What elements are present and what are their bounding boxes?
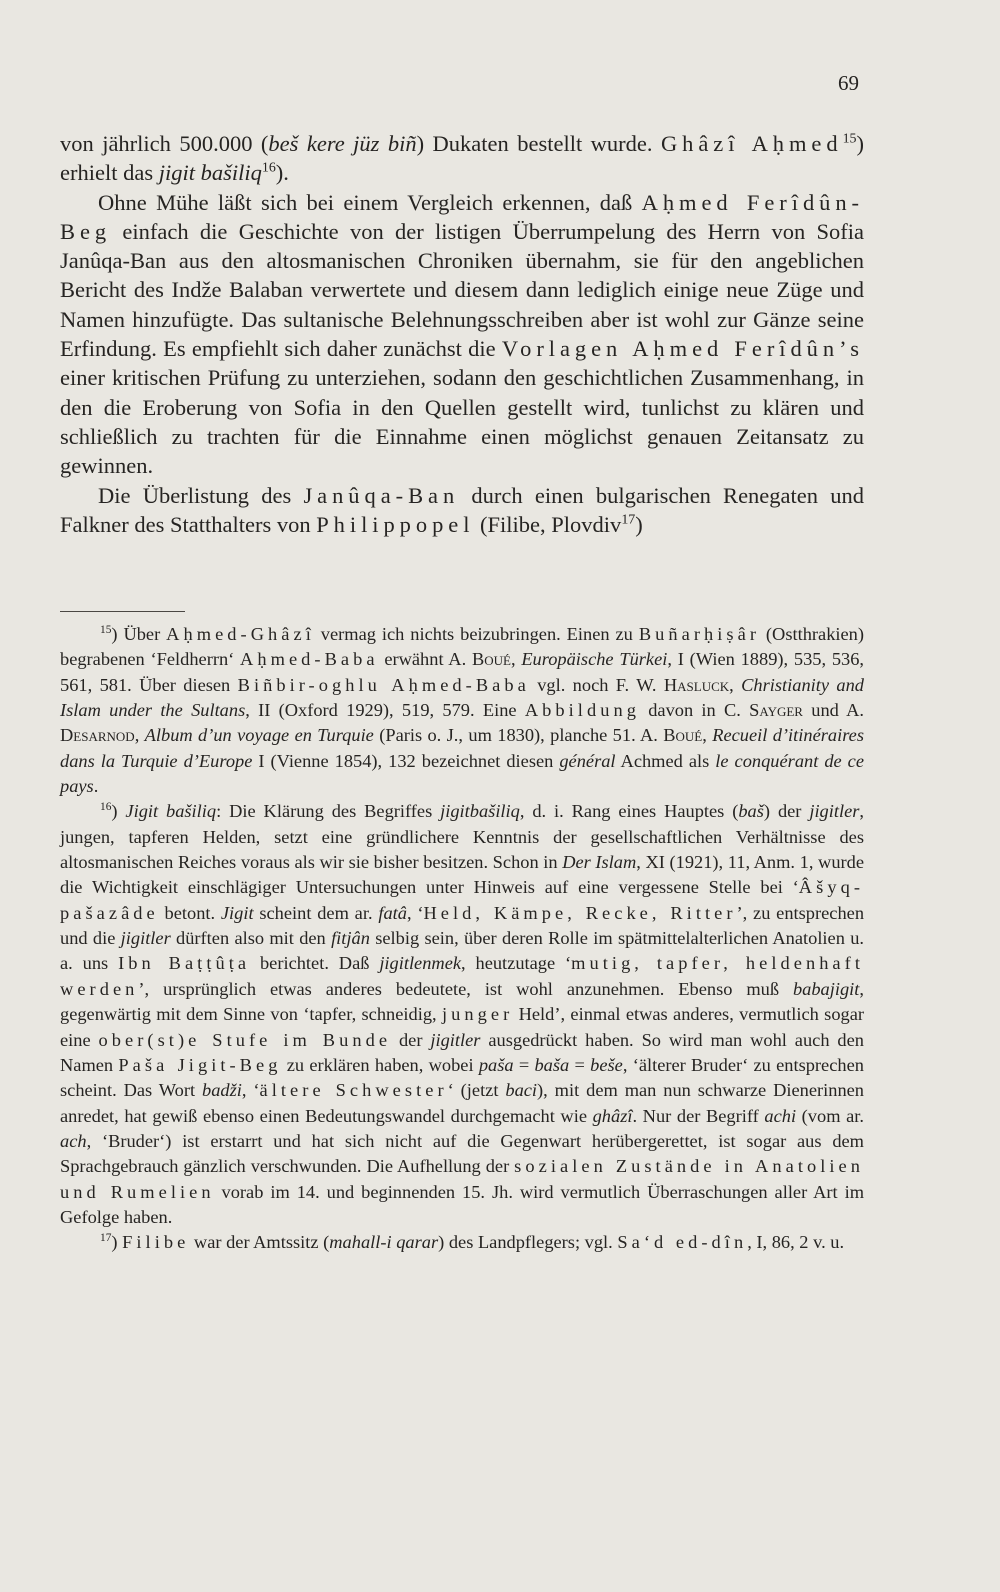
text-run: . [93,776,99,797]
italic-run: Jigit [220,902,254,923]
paragraph-3 [60,481,864,540]
italic-run: jigitbašiliq [440,801,520,822]
footnote-mark: 15 [100,623,112,636]
text-run: war der Amtssitz ( [189,1232,330,1253]
footnote-ref-17[interactable]: 17 [621,512,636,528]
text-run: einer kritischen Prüfung zu unterziehen, sodann den geschichtlichen Zusammenhang, in den die Eroberung von Sofia in den Quellen gestellt wird, tunlichst zu klären und schließlich zu trachten für die Einnahme einen möglichst genauen Zeitansatz zu gewinnen. [60,365,864,479]
footnote-ref-16[interactable]: 16 [261,160,276,176]
italic-run: babajigit [792,978,860,999]
author-name: Sayger [749,700,803,721]
italic-run: ghâzî [592,1105,633,1126]
spaced-word: junger [441,1004,514,1025]
text-run: : Die Klärung des Begriffes [216,801,441,822]
text-run: Held’, einmal etwas anderes, vermutlich sogar eine [60,1004,865,1050]
italic-run: badži [202,1080,242,1101]
spaced-name: Janûqa-Ban [303,482,460,508]
book-title: Der Islam [562,852,637,873]
text-run: ). [275,160,289,186]
spaced-word: sozialen Zustände in Anatolien und Rumelien [60,1156,864,1202]
spaced-name: Aḥmed-Baba [240,649,379,670]
text-run: scheint dem ar. [253,902,379,923]
main-text [60,129,864,539]
text-run: . Nur der Begriff [632,1105,765,1126]
spaced-name: Âšyq-pašazâde [60,877,864,923]
text-run: ’, zu entsprechen und die [60,902,865,949]
text-run: durch einen bulgarischen Renegaten und Falkner des Statthalters von [60,482,865,537]
italic-run: baš [738,801,764,822]
text-run: , gegenwärtig mit dem Sinne von ‘tapfer, schneidig, [60,978,864,1025]
footnote-16 [60,799,864,1230]
text-run: selbig sein, über deren Rolle im spätmittelalterlichen Anatolien u. a. uns [60,928,864,974]
spaced-word: mutig, tapfer, heldenhaft werden [60,953,864,999]
text-run: ‘ (jetzt [447,1080,506,1101]
text-run: , ‘ [406,902,424,923]
text-run: , heutzutage ‘ [461,953,572,974]
italic-run: jigitler [430,1029,481,1050]
text-run: , ‘ [241,1080,260,1101]
text-run: , XI (1921), 11, Anm. 1, wurde die Wichtigkeit einschlägiger Untersuchungen unter Hinweis auf eine vergessene Stelle bei ‘ [60,852,864,898]
text-run: , I (Wien 1889), 535, 536, 561, 581. Über diesen [60,649,865,695]
italic-run: fitjân [331,928,370,949]
text-run: I (Vienne 1854), 132 bezeichnet diesen [252,750,560,771]
paragraph-2 [60,188,864,481]
text-run: ausgedrückt haben. So wird man wohl auch den Namen [60,1029,864,1075]
italic-run: paša [478,1054,514,1075]
text-run: , d. i. Rang eines Hauptes ( [519,801,739,822]
text-run: einfach die Geschichte von der listigen Überrumpelung des Herrn von Sofia Janûqa-Ban aus den altosmanischen Chroniken übernahm, sie für den angeblichen Bericht des Indže Balaban verwertete und diesem dann lediglich einige neue Züge und Namen hinzufügte. Das sultanische Belehnungsschreiben aber ist wohl zur Gänze seine Erfindung. Es empfiehlt sich daher zunächst die [60,218,864,362]
italic-run: mahall-i qarar [329,1232,439,1253]
text-run: ) [111,801,126,822]
footnote-ref-15[interactable]: 15 [842,131,857,147]
book-title: Christianity and Islam under the Sultans [60,674,864,721]
author-name: Hasluck [663,674,730,695]
text-run: ), mit dem man nun schwarze Dienerinnen anredet, hat gewiß ebenso einen Bedeutungswandel durchgemacht wie [60,1080,864,1126]
text-run: berichtet. Daß [250,953,380,974]
text-run: Achmed als [615,750,716,771]
text-run: , [702,725,713,746]
author-name: Boué [471,649,511,670]
text-run: davon in C. [639,700,750,721]
text-run: dürften also mit den [170,928,332,949]
text-run: ) der [763,801,810,822]
book-title: Album d’un voyage en Turquie [144,725,374,746]
text-run: , ‘Bruder‘) ist erstarrt und hat sich nicht auf die Gegenwart herübergerettet, ist sogar aus dem Sprachgebrauch gänzlich verschwunden. Die Aufhellung der [60,1130,864,1177]
text-run: vorab im 14. und beginnenden 15. Jh. wird vermutlich Überraschungen aller Art im Gefolge haben. [60,1181,864,1227]
text-run: erwähnt A. [378,649,472,670]
spaced-name: Philippopel [316,511,475,537]
text-run: der [391,1029,431,1050]
text-run: , jungen, tapferen Helden, setzt eine gründlichere Kenntnis der gesellschaftlichen Verhältnisse des altosmanischen Reiches voraus als wir sie bisher besitzen. Schon in [60,801,864,873]
italic-run: le conquérant de ce pays [60,750,865,797]
footnotes [60,622,864,1256]
spaced-name: Vorlagen Aḥmed Ferîdûn’s [501,336,864,362]
text-run: ’, ursprünglich etwas anderes bedeutete, ist wohl anzunehmen. Ebenso muß [138,978,793,999]
text-run: ) Dukaten bestellt wurde. [416,131,661,156]
footnote-15 [60,622,864,799]
text-run: , [510,649,522,670]
spaced-name: Aḥmed-Ghâzî [166,624,315,644]
text-run: ) Über [111,624,167,644]
text-run: (Paris o. J., um 1830), planche 51. A. [373,725,664,746]
text-run: , ‘älterer Bruder‘ zu entsprechen scheint. Das Wort [60,1054,864,1101]
italic-run: fatâ [378,902,407,923]
spaced-name: Buñarḥiṣâr [638,624,760,644]
text-run: zu erklären haben, wobei [281,1054,479,1075]
text-run: ) [111,1232,123,1253]
italic-run: beše [590,1054,623,1075]
book-title: Europäische Türkei [521,649,668,670]
italic-run: baša [534,1054,570,1075]
author-name: Boué [663,725,703,746]
italic-run: Jigit bašiliq [125,801,217,822]
text-run: = [569,1054,591,1075]
italic-run: achi [764,1105,797,1126]
text-run: = [513,1054,535,1075]
footnote-mark: 16 [100,801,112,814]
spaced-name: Filibe [122,1232,190,1253]
italic-run: jigitler [809,801,860,822]
text-run: vermag ich nichts beizubringen. Einen zu [314,624,639,644]
spaced-name: Biñbir-oghlu Aḥmed-Baba [237,674,530,695]
text-run: (Filibe, Plovdiv [474,511,622,537]
spaced-name: Ibn Baṭṭûṭa [118,953,251,974]
footnote-17 [60,1230,864,1255]
text-run: (Ostthrakien) begrabenen ‘Feldherrn‘ [60,624,864,670]
text-run: ) erhielt das [60,131,864,186]
text-run: , [134,725,145,746]
text-run: ) des Landpflegers; vgl. [438,1232,618,1253]
spaced-word: ober(st)e Stufe im Bunde [98,1029,392,1050]
book-title: Recueil d’itinéraires dans la Turquie d’Europe [60,725,864,771]
italic-run: général [559,750,616,771]
italic-run: jigit bašiliq [158,160,262,186]
text-run: vgl. noch F. W. [529,674,664,695]
text-run: , I, 86, 2 v. u. [747,1232,845,1253]
spaced-word: Abbildung [524,700,640,721]
text-run: Die Überlistung des [98,482,304,508]
italic-run: ach [60,1130,87,1151]
text-run: , [729,674,742,695]
text-run: (vom ar. [796,1105,864,1126]
italic-run: jigitler [120,928,171,949]
spaced-name: Paša Jigit-Beg [118,1054,282,1075]
italic-run: baci [505,1080,538,1101]
footnote-mark: 17 [100,1232,112,1245]
text-run: Ohne Mühe läßt sich bei einem Vergleich erkennen, daß [98,189,642,215]
text-run: , II (Oxford 1929), 519, 579. Eine [245,700,525,721]
spaced-word: ältere Schwester [259,1080,448,1101]
italic-run: jigitlenmek [379,953,462,974]
author-name: Desarnod [60,725,135,746]
footnote-separator [60,611,185,612]
paragraph-1 [60,129,864,188]
text-run: ) [635,511,643,537]
spaced-word: Held, Kämpe, Recke, Ritter [423,902,737,923]
italic-run: beš kere jüz biñ [268,131,417,156]
spaced-name: Sa‘d ed-dîn [617,1232,748,1253]
spaced-name: Ghâzî Aḥmed [660,131,843,156]
text-run: betont. [158,902,221,923]
spaced-name: Aḥmed Ferîdûn-Beg [60,189,864,244]
page-number: 69 [838,71,859,95]
text-run: von jährlich 500.000 ( [60,131,269,156]
text-run: und A. [802,700,864,721]
